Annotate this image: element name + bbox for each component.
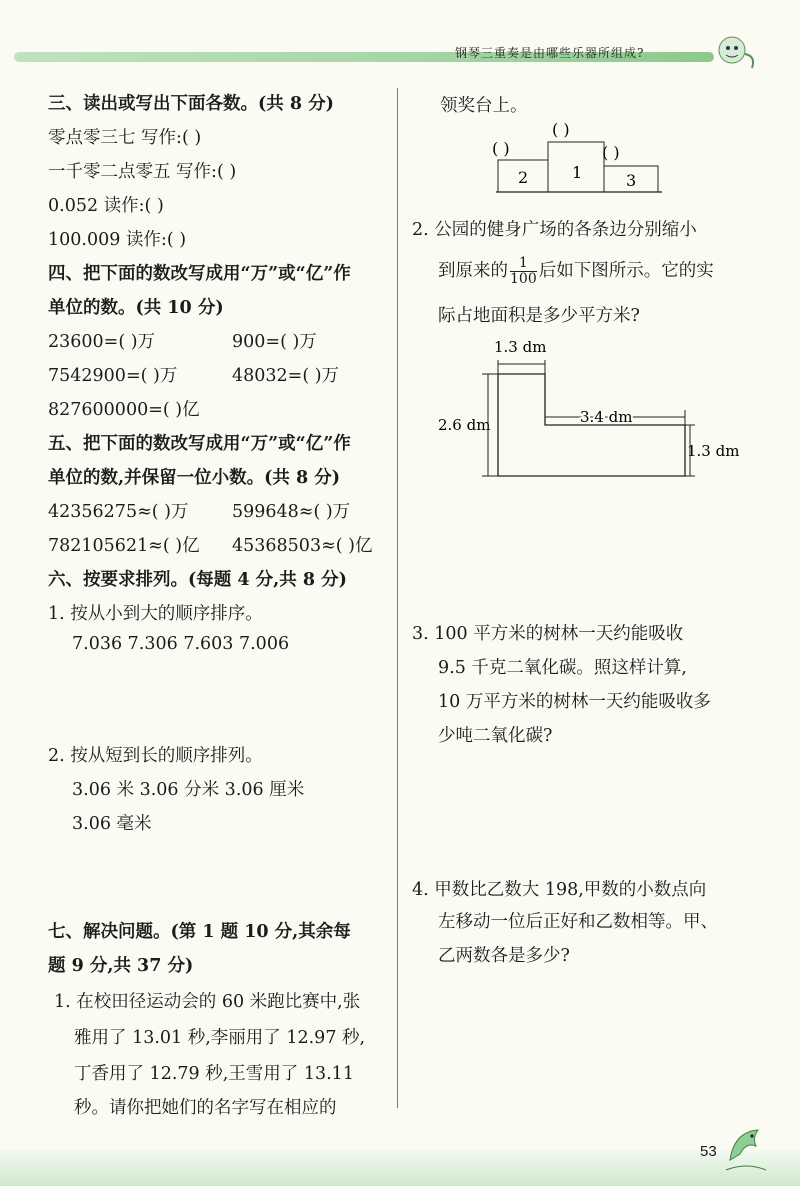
q3-line: 3. 100 平方米的树林一天约能吸收: [412, 624, 684, 644]
s6-question-1: 1. 按从小到大的顺序排序。: [48, 604, 263, 624]
monkey-mascot-icon: [712, 32, 762, 74]
plaza-shape-figure: [430, 330, 790, 520]
dim-right-label: 1.3 dm: [687, 442, 740, 460]
podium-label-1: 1: [572, 163, 583, 182]
s3-question-3: 0.052 读作:( ): [48, 196, 164, 216]
s6-q1-items: 7.036 7.306 7.603 7.006: [72, 634, 290, 654]
fraction-denominator: 100: [510, 271, 537, 287]
header-tip: 钢琴三重奏是由哪些乐器所组成?: [455, 46, 645, 60]
page-number: 53: [700, 1143, 717, 1160]
q3-line: 9.5 千克二氧化碳。照这样计算,: [438, 658, 687, 678]
s5-item: 42356275≈( )万: [48, 502, 189, 522]
q2-text-post: 后如下图所示。它的实: [538, 261, 714, 281]
q2-text-pre: 到原来的: [438, 261, 508, 281]
q2-line-a: 2. 公园的健身广场的各条边分别缩小: [412, 220, 697, 240]
podium-answer-3: ( ): [602, 143, 620, 162]
q4-line: 4. 甲数比乙数大 198,甲数的小数点向: [412, 880, 707, 900]
fraction: [510, 256, 537, 287]
s4-item: 48032=( )万: [232, 366, 340, 386]
s7-q1-line: 丁香用了 12.79 秒,王雪用了 13.11: [74, 1064, 354, 1084]
s3-question-2: 一千零二点零五 写作:( ): [48, 162, 237, 182]
podium-answer-1: ( ): [552, 120, 570, 139]
s5-item: 599648≈( )万: [232, 502, 351, 522]
s6-question-2: 2. 按从短到长的顺序排列。: [48, 746, 263, 766]
section7-title-b: 题 9 分,共 37 分): [48, 956, 194, 976]
footer-bar: [0, 1150, 800, 1186]
q2-line-c: 际占地面积是多少平方米?: [438, 306, 640, 326]
q2-line-b: [438, 256, 714, 287]
section7-title-a: 七、解决问题。(第 1 题 10 分,其余每: [48, 922, 351, 942]
dim-top-label: 1.3 dm: [494, 338, 547, 356]
s7-q1-line: 1. 在校田径运动会的 60 米跑比赛中,张: [54, 992, 361, 1012]
dim-left-label: 2.6 dm: [438, 416, 491, 434]
s4-item: 7542900=( )万: [48, 366, 178, 386]
section4-title-b: 单位的数。(共 10 分): [48, 298, 224, 318]
s4-item: 900=( )万: [232, 332, 317, 352]
column-divider: [397, 88, 398, 1108]
podium-diagram: [480, 118, 680, 198]
dim-middle-label: 3.4 dm: [580, 408, 633, 426]
s6-q2-items-a: 3.06 米 3.06 分米 3.06 厘米: [72, 780, 305, 800]
q4-line: 左移动一位后正好和乙数相等。甲、: [438, 912, 718, 932]
q3-line: 少吨二氧化碳?: [438, 726, 553, 746]
q1-continuation: 领奖台上。: [440, 96, 528, 116]
s3-question-4: 100.009 读作:( ): [48, 230, 187, 250]
podium-label-3: 3: [626, 171, 637, 190]
section5-title-a: 五、把下面的数改写成用“万”或“亿”作: [48, 434, 351, 454]
fraction-numerator: 1: [510, 256, 537, 272]
section3-title: 三、读出或写出下面各数。(共 8 分): [48, 94, 334, 114]
section4-title-a: 四、把下面的数改写成用“万”或“亿”作: [48, 264, 351, 284]
s5-item: 782105621≈( )亿: [48, 536, 200, 556]
podium-label-2: 2: [518, 168, 529, 187]
section5-title-b: 单位的数,并保留一位小数。(共 8 分): [48, 468, 341, 488]
s6-q2-items-b: 3.06 毫米: [72, 814, 152, 834]
s7-q1-line: 雅用了 13.01 秒,李丽用了 12.97 秒,: [74, 1028, 366, 1048]
q3-line: 10 万平方米的树林一天约能吸收多: [438, 692, 711, 712]
s5-item: 45368503≈( )亿: [232, 536, 373, 556]
q4-line: 乙两数各是多少?: [438, 946, 570, 966]
section6-title: 六、按要求排列。(每题 4 分,共 8 分): [48, 570, 347, 590]
s3-question-1: 零点零三七 写作:( ): [48, 128, 202, 148]
s4-item: 23600=( )万: [48, 332, 156, 352]
dolphin-icon: [722, 1120, 772, 1176]
s7-q1-line: 秒。请你把她们的名字写在相应的: [74, 1098, 337, 1118]
podium-answer-2: ( ): [492, 139, 510, 158]
s4-item: 827600000=( )亿: [48, 400, 200, 420]
